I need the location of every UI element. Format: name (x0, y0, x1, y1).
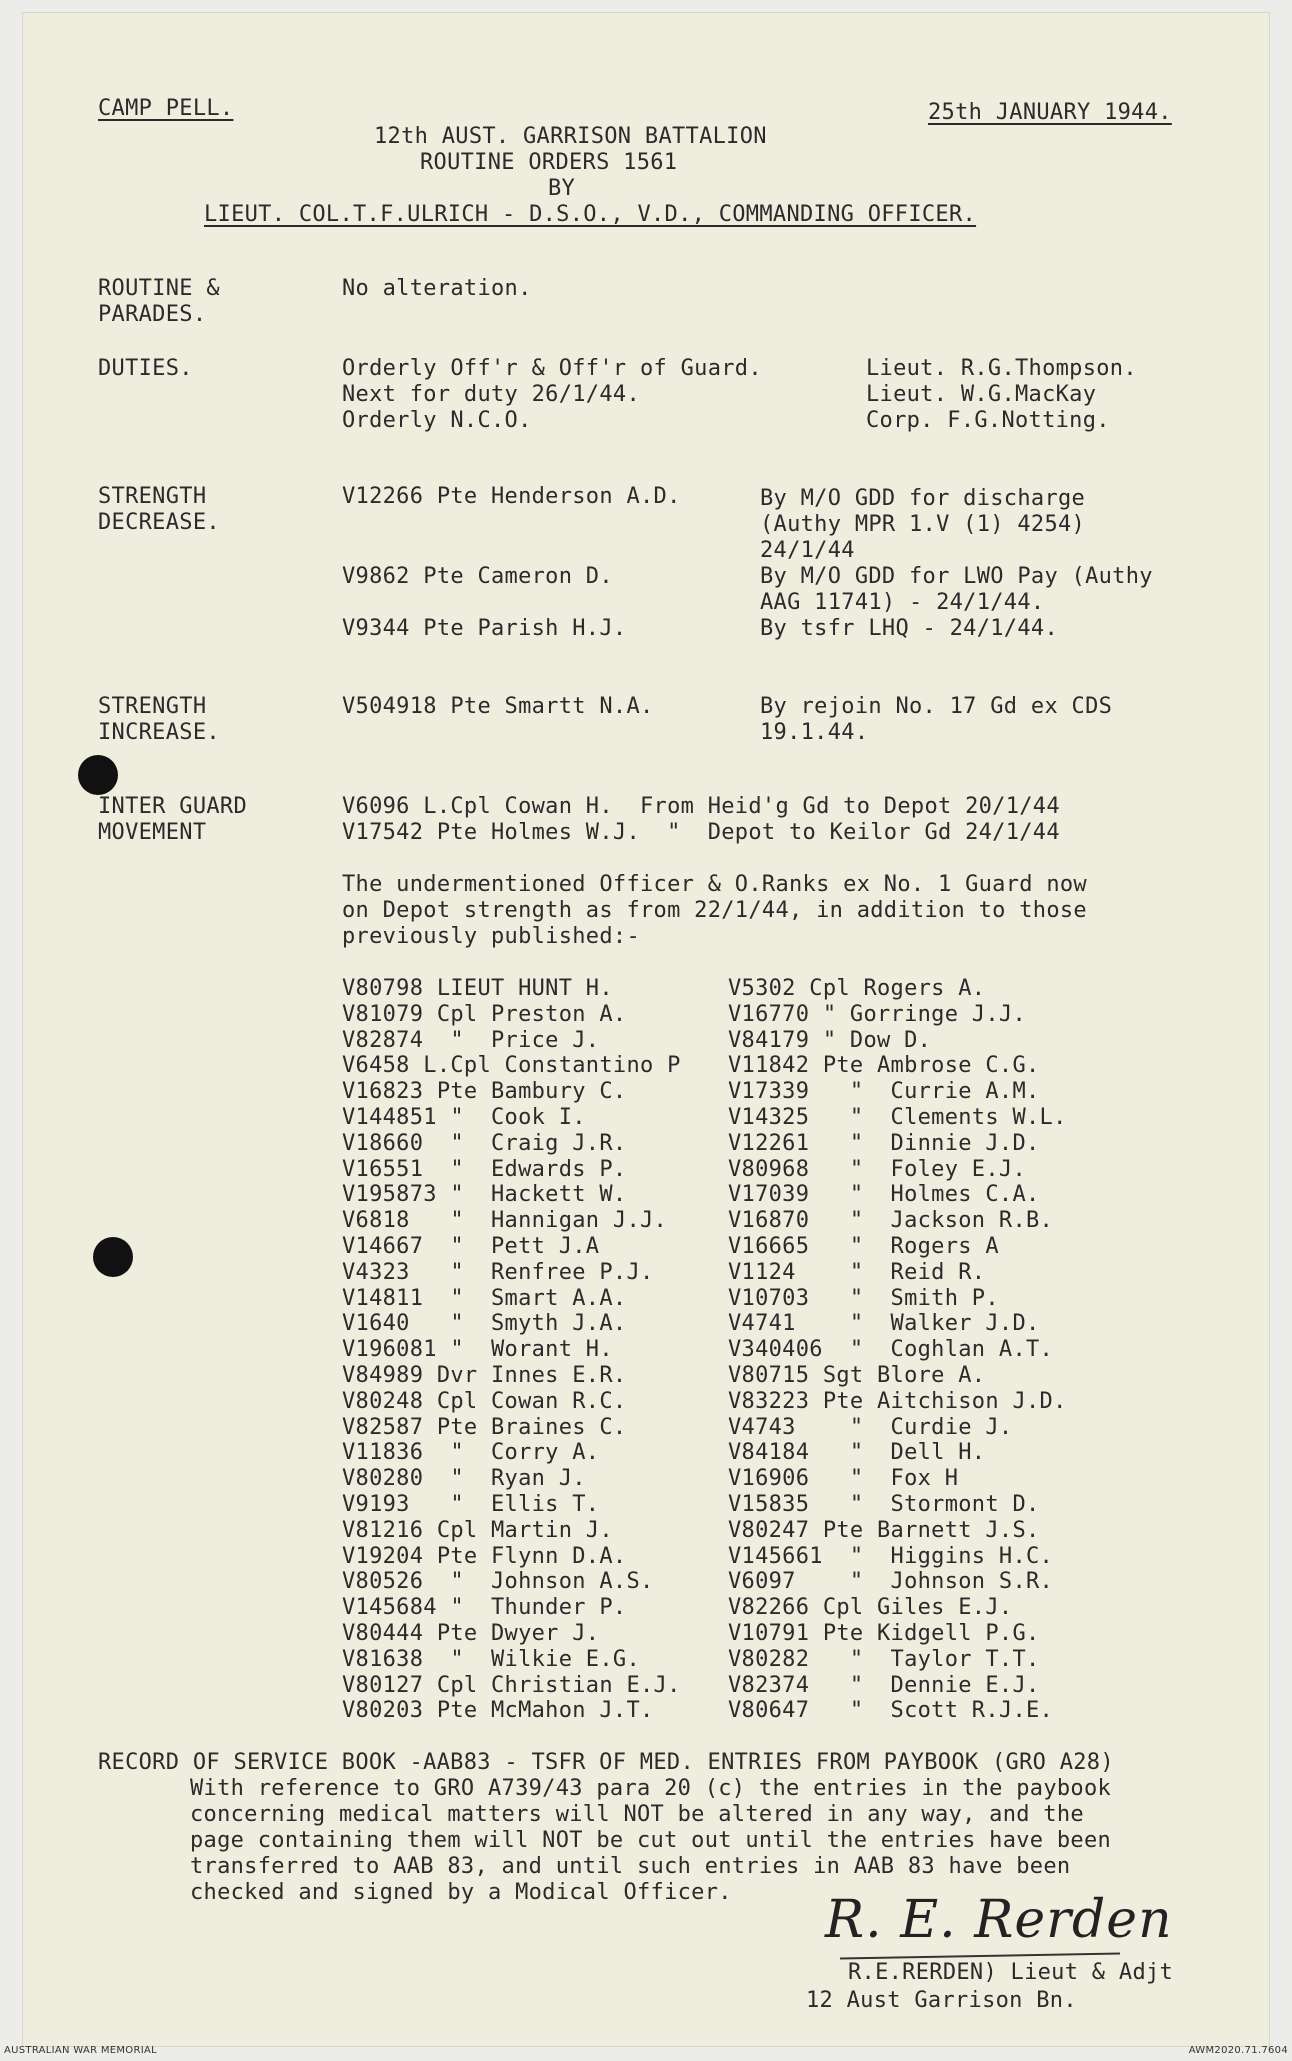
decrease-1-line-2: (Authy MPR 1.V (1) 4254) (760, 512, 1086, 537)
inter-guard-intro-1: The undermentioned Officer & O.Ranks ex No. 1 Guard now (342, 872, 1087, 897)
header-commander: LIEUT. COL.T.F.ULRICH - D.S.O., V.D., COMMANDING OFFICER. (204, 202, 977, 227)
roster-entry-right: V83223 Pte Aitchison J.D. (728, 1389, 1067, 1414)
routine-heading-1: ROUTINE & (98, 276, 220, 301)
handwritten-signature: R. E. Rerden (825, 1890, 1173, 1950)
roster-entry-left: V16551 " Edwards P. (342, 1157, 627, 1182)
inter-guard-heading-2: MOVEMENT (98, 820, 207, 845)
footer-archive: AUSTRALIAN WAR MEMORIAL (4, 2045, 157, 2056)
roster-entry-left: V11836 " Corry A. (342, 1440, 600, 1465)
roster-entry-right: V11842 Pte Ambrose C.G. (728, 1053, 1040, 1078)
roster-entry-right: V16770 " Gorringe J.J. (728, 1002, 1026, 1027)
roster-entry-right: V5302 Cpl Rogers A. (728, 976, 986, 1001)
record-line-5: checked and signed by a Modical Officer. (190, 1880, 732, 1905)
roster-entry-left: V80444 Pte Dwyer J. (342, 1621, 600, 1646)
decrease-soldier-3: V9344 Pte Parish H.J. (342, 616, 627, 641)
roster-entry-right: V12261 " Dinnie J.D. (728, 1131, 1040, 1156)
decrease-1-line-3: 24/1/44 (760, 538, 855, 563)
roster-entry-left: V195873 " Hackett W. (342, 1182, 627, 1207)
roster-entry-right: V16665 " Rogers A (728, 1234, 999, 1259)
inter-guard-line-2: V17542 Pte Holmes W.J. " Depot to Keilor Gd 24/1/44 (342, 820, 1060, 845)
decrease-soldier-2: V9862 Pte Cameron D. (342, 564, 613, 589)
roster-entry-right: V16870 " Jackson R.B. (728, 1208, 1054, 1233)
inter-guard-heading-1: INTER GUARD (98, 794, 247, 819)
roster-entry-right: V80715 Sgt Blore A. (728, 1363, 986, 1388)
roster-entry-left: V80203 Pte McMahon J.T. (342, 1698, 654, 1723)
duties-heading: DUTIES. (98, 356, 193, 381)
roster-entry-right: V14325 " Clements W.L. (728, 1105, 1067, 1130)
roster-entry-left: V14667 " Pett J.A (342, 1234, 600, 1259)
decrease-heading-1: STRENGTH (98, 484, 207, 509)
signature-line-1: R.E.RERDEN) Lieut & Adjt (848, 1960, 1174, 1985)
roster-entry-right: V80247 Pte Barnett J.S. (728, 1518, 1040, 1543)
roster-entry-left: V81216 Cpl Martin J. (342, 1518, 613, 1543)
increase-soldier: V504918 Pte Smartt N.A. (342, 694, 654, 719)
roster-entry-left: V80526 " Johnson A.S. (342, 1569, 654, 1594)
roster-entry-right: V4743 " Curdie J. (728, 1415, 1013, 1440)
roster-entry-right: V340406 " Coghlan A.T. (728, 1337, 1054, 1362)
roster-entry-right: V17339 " Currie A.M. (728, 1079, 1040, 1104)
footer-reference: AWM2020.71.7604 (1188, 2045, 1288, 2056)
routine-heading-2: PARADES. (98, 302, 207, 327)
decrease-soldier-1: V12266 Pte Henderson A.D. (342, 484, 681, 509)
roster-entry-right: V145661 " Higgins H.C. (728, 1544, 1054, 1569)
roster-entry-right: V82266 Cpl Giles E.J. (728, 1595, 1013, 1620)
duty-2: Next for duty 26/1/44. (342, 382, 640, 407)
roster-entry-right: V10703 " Smith P. (728, 1286, 999, 1311)
duty-person-3: Corp. F.G.Notting. (866, 408, 1110, 433)
roster-entry-left: V81079 Cpl Preston A. (342, 1002, 627, 1027)
duty-person-1: Lieut. R.G.Thompson. (866, 356, 1137, 381)
roster-entry-right: V15835 " Stormont D. (728, 1492, 1040, 1517)
routine-text: No alteration. (342, 276, 532, 301)
roster-entry-right: V80647 " Scott R.J.E. (728, 1698, 1054, 1723)
punch-hole-top (78, 755, 118, 795)
signature-line-2: 12 Aust Garrison Bn. (806, 1988, 1077, 2013)
roster-entry-right: V82374 " Dennie E.J. (728, 1673, 1040, 1698)
record-line-2: concerning medical matters will NOT be altered in any way, and the (190, 1802, 1084, 1827)
inter-guard-line-1: V6096 L.Cpl Cowan H. From Heid'g Gd to Depot 20/1/44 (342, 794, 1060, 819)
decrease-2-line-2: AAG 11741) - 24/1/44. (760, 590, 1045, 615)
roster-entry-right: V80282 " Taylor T.T. (728, 1647, 1040, 1672)
roster-entry-left: V80798 LIEUT HUNT H. (342, 976, 613, 1001)
roster-entry-right: V10791 Pte Kidgell P.G. (728, 1621, 1040, 1646)
roster-entry-left: V84989 Dvr Innes E.R. (342, 1363, 627, 1388)
roster-entry-left: V196081 " Worant H. (342, 1337, 613, 1362)
roster-entry-left: V6458 L.Cpl Constantino P (342, 1053, 681, 1078)
duty-person-2: Lieut. W.G.MacKay (866, 382, 1097, 407)
decrease-1-line-1: By M/O GDD for discharge (760, 486, 1086, 511)
header-by: BY (548, 176, 576, 201)
increase-line-1: By rejoin No. 17 Gd ex CDS (760, 694, 1113, 719)
roster-entry-left: V144851 " Cook I. (342, 1105, 586, 1130)
roster-entry-left: V82874 " Price J. (342, 1028, 600, 1053)
decrease-3-line-1: By tsfr LHQ - 24/1/44. (760, 616, 1058, 641)
roster-entry-left: V4323 " Renfree P.J. (342, 1260, 654, 1285)
roster-entry-left: V80280 " Ryan J. (342, 1466, 586, 1491)
inter-guard-intro-3: previously published:- (342, 924, 640, 949)
header-date: 25th JANUARY 1944. (928, 100, 1172, 125)
roster-entry-left: V145684 " Thunder P. (342, 1595, 627, 1620)
roster-entry-left: V81638 " Wilkie E.G. (342, 1647, 640, 1672)
header-unit: 12th AUST. GARRISON BATTALION (374, 124, 767, 149)
record-line-1: With reference to GRO A739/43 para 20 (c) the entries in the paybook (190, 1776, 1112, 1801)
roster-entry-left: V80248 Cpl Cowan R.C. (342, 1389, 627, 1414)
header-location: CAMP PELL. (98, 96, 234, 121)
roster-entry-left: V9193 " Ellis T. (342, 1492, 600, 1517)
roster-entry-left: V1640 " Smyth J.A. (342, 1311, 627, 1336)
increase-heading-1: STRENGTH (98, 694, 207, 719)
record-line-3: page containing them will NOT be cut out until the entries have been (190, 1828, 1112, 1853)
decrease-heading-2: DECREASE. (98, 510, 220, 535)
roster-entry-left: V14811 " Smart A.A. (342, 1286, 627, 1311)
duty-3: Orderly N.C.O. (342, 408, 532, 433)
increase-line-2: 19.1.44. (760, 720, 869, 745)
roster-entry-left: V6818 " Hannigan J.J. (342, 1208, 668, 1233)
document-page (22, 12, 1270, 2047)
duty-1: Orderly Off'r & Off'r of Guard. (342, 356, 762, 381)
roster-entry-right: V16906 " Fox H (728, 1466, 959, 1491)
roster-entry-left: V80127 Cpl Christian E.J. (342, 1673, 681, 1698)
roster-entry-right: V84179 " Dow D. (728, 1028, 932, 1053)
roster-entry-right: V1124 " Reid R. (728, 1260, 986, 1285)
roster-entry-right: V17039 " Holmes C.A. (728, 1182, 1040, 1207)
roster-entry-right: V80968 " Foley E.J. (728, 1157, 1026, 1182)
roster-entry-left: V16823 Pte Bambury C. (342, 1079, 627, 1104)
header-orders: ROUTINE ORDERS 1561 (420, 150, 678, 175)
roster-entry-right: V6097 " Johnson S.R. (728, 1569, 1054, 1594)
increase-heading-2: INCREASE. (98, 720, 220, 745)
inter-guard-intro-2: on Depot strength as from 22/1/44, in addition to those (342, 898, 1087, 923)
roster-entry-left: V18660 " Craig J.R. (342, 1131, 627, 1156)
record-line-4: transferred to AAB 83, and until such entries in AAB 83 have been (190, 1854, 1071, 1879)
roster-entry-right: V4741 " Walker J.D. (728, 1311, 1040, 1336)
roster-entry-left: V19204 Pte Flynn D.A. (342, 1544, 627, 1569)
decrease-2-line-1: By M/O GDD for LWO Pay (Authy (760, 564, 1153, 589)
punch-hole-bottom (93, 1237, 133, 1277)
record-heading: RECORD OF SERVICE BOOK -AAB83 - TSFR OF MED. ENTRIES FROM PAYBOOK (GRO A28) (98, 1750, 1114, 1775)
roster-entry-right: V84184 " Dell H. (728, 1440, 986, 1465)
roster-entry-left: V82587 Pte Braines C. (342, 1415, 627, 1440)
